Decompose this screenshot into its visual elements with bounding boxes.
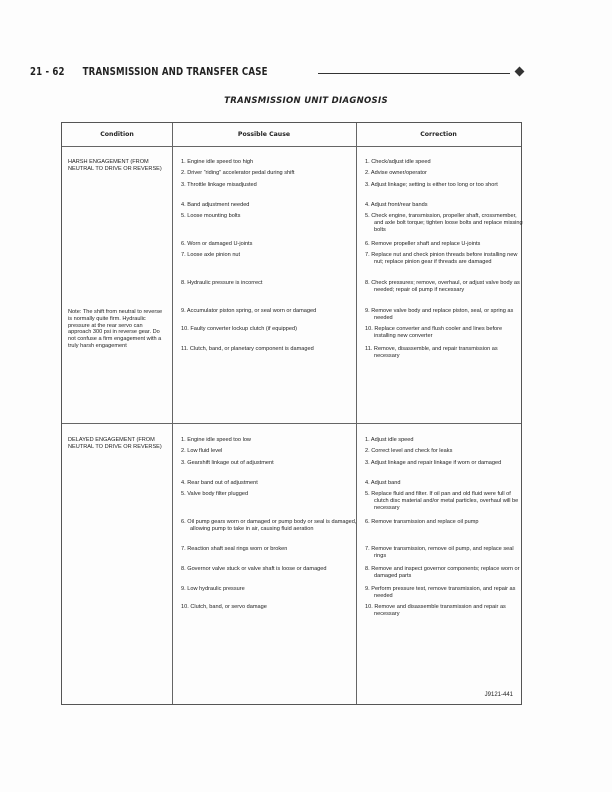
cause-item: 6. Oil pump gears worn or damaged or pump body or seal is damaged, allowing pump to take in air, causing fluid aeration	[181, 519, 357, 532]
cause-item: 1. Engine idle speed too high	[181, 159, 254, 165]
correction-item: 2. Correct level and check for leaks	[365, 448, 453, 454]
correction-item: 9. Perform pressure test, remove transmission, and repair as needed	[365, 586, 516, 599]
cause-item: 2. Driver “riding” accelerator pedal during shift	[181, 170, 295, 176]
correction-item: 9. Remove valve body and replace piston, seal, or spring as needed	[365, 308, 514, 321]
cause-item: 2. Low fluid level	[181, 448, 223, 454]
figure-id: J9121-441	[484, 692, 513, 698]
cause-item: 6. Worn or damaged U-joints	[181, 241, 253, 247]
correction-item: 5. Check engine, transmission, propeller shaft, crossmember, and axle bolt torque; tighten loose bolts and replace missing bolts	[365, 213, 523, 233]
correction-item: 6. Remove propeller shaft and replace U-joints	[365, 241, 481, 247]
correction-item: 1. Check/adjust idle speed	[365, 159, 431, 165]
cause-item: 1. Engine idle speed too low	[181, 437, 251, 443]
correction-item: 7. Remove transmission, remove oil pump, and replace seal rings	[365, 546, 514, 559]
cause-item: 5. Valve body filter plugged	[181, 491, 249, 497]
correction-item: 2. Advise owner/operator	[365, 170, 427, 176]
correction-item: 4. Adjust front/rear bands	[365, 202, 428, 208]
correction-item: 3. Adjust linkage and repair linkage if worn or damaged	[365, 460, 502, 466]
correction-item: 11. Remove, disassemble, and repair transmission as necessary	[365, 346, 498, 359]
correction-item: 7. Replace nut and check pinion threads before installing new nut; replace pinion gear if threads are damaged	[365, 252, 518, 265]
cause-item: 7. Reaction shaft seal rings worn or broken	[181, 546, 288, 552]
cause-item: 4. Rear band out of adjustment	[181, 480, 258, 486]
diamond-icon	[515, 67, 525, 77]
header-rule	[318, 73, 510, 74]
cause-item: 3. Throttle linkage misadjusted	[181, 182, 257, 188]
table-title: TRANSMISSION UNIT DIAGNOSIS	[224, 96, 388, 106]
column-header-correction: Correction	[420, 131, 457, 138]
correction-item: 10. Remove and disassemble transmission and repair as necessary	[365, 604, 506, 617]
correction-item: 10. Replace converter and flush cooler and lines before installing new converter	[365, 326, 503, 339]
condition-note: Note: The shift from neutral to reverse is normally quite firm. Hydraulic pressure at the rear servo can approach 300 psi in reverse gear. Do not confuse a firm engagement with a truly harsh engagement	[68, 309, 163, 349]
condition-harsh-engagement: HARSH ENGAGEMENT (FROM NEUTRAL TO DRIVE OR REVERSE)	[68, 159, 162, 172]
cause-item: 8. Governor valve stuck or valve shaft is loose or damaged	[181, 566, 327, 572]
cause-item: 4. Band adjustment needed	[181, 202, 250, 208]
correction-item: 1. Adjust idle speed	[365, 437, 414, 443]
cause-item: 7. Loose axle pinion nut	[181, 252, 241, 258]
cause-item: 9. Low hydraulic pressure	[181, 586, 245, 592]
diagnosis-table	[61, 122, 522, 705]
cause-item: 10. Clutch, band, or servo damage	[181, 604, 267, 610]
page-number: 21 - 62	[30, 66, 65, 78]
condition-delayed-engagement: DELAYED ENGAGEMENT (FROM NEUTRAL TO DRIVE OR REVERSE)	[68, 437, 162, 450]
section-divider	[62, 423, 521, 424]
section-title: TRANSMISSION AND TRANSFER CASE	[82, 66, 268, 78]
correction-item: 4. Adjust band	[365, 480, 401, 486]
column-divider	[356, 123, 357, 704]
correction-item: 6. Remove transmission and replace oil pump	[365, 519, 479, 525]
column-header-cause: Possible Cause	[237, 131, 291, 138]
correction-item: 5. Replace fluid and filter. If oil pan and old fluid were full of clutch disc material and/or metal particles, overhaul will be necessary	[365, 491, 519, 511]
cause-item: 5. Loose mounting bolts	[181, 213, 241, 219]
column-divider	[172, 123, 173, 704]
cause-item: 8. Hydraulic pressure is incorrect	[181, 280, 263, 286]
column-header-condition: Condition	[100, 131, 134, 138]
cause-item: 10. Faulty converter lockup clutch (if equipped)	[181, 326, 297, 332]
cause-item: 3. Gearshift linkage out of adjustment	[181, 460, 274, 466]
correction-item: 8. Check pressures; remove, overhaul, or adjust valve body as needed; repair oil pump if necessary	[365, 280, 520, 293]
correction-item: 3. Adjust linkage; setting is either too long or too short	[365, 182, 498, 188]
correction-item: 8. Remove and inspect governor components; replace worn or damaged parts	[365, 566, 520, 579]
cause-item: 11. Clutch, band, or planetary component is damaged	[181, 346, 314, 352]
page-header	[30, 66, 268, 78]
cause-item: 9. Accumulator piston spring, or seal worn or damaged	[181, 308, 317, 314]
header-divider	[62, 146, 521, 147]
